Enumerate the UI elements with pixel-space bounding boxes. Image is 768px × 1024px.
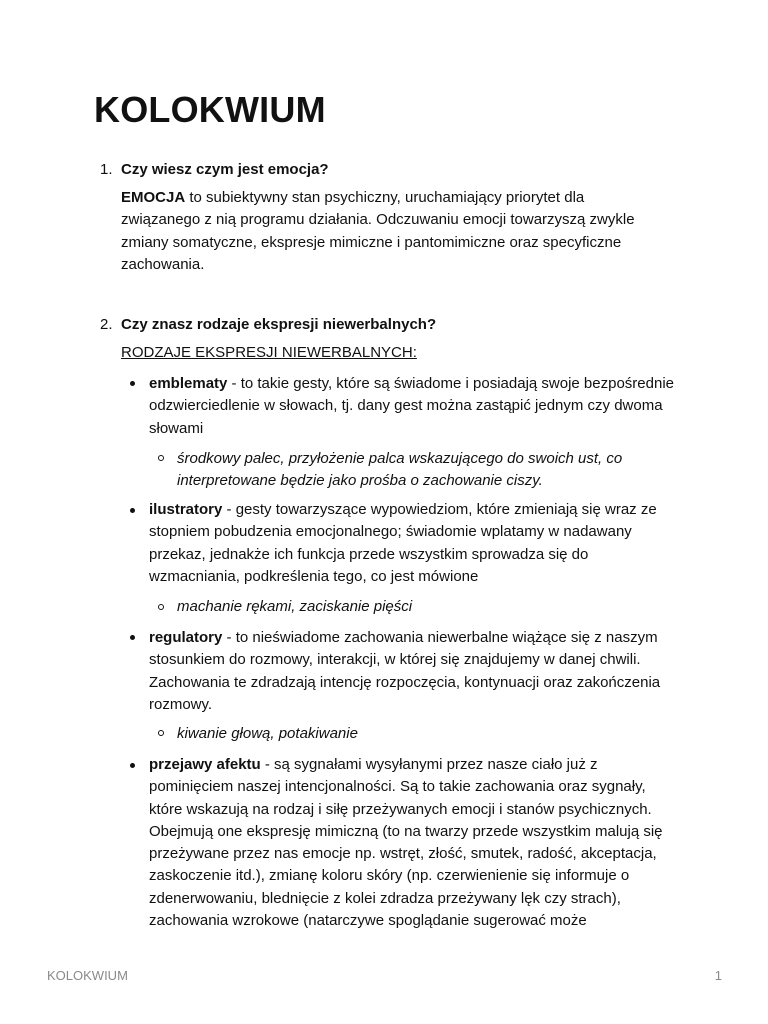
list-item-ilustratory xyxy=(149,499,679,588)
emocja-definition: to subiektywny stan psychiczny, uruchamiający priorytet dla związanego z nią programu działania. Odczuwaniu emocji towarzyszą zwykle zmiany somatyczne, ekspresje mimiczne i pantomimiczne oraz specyficzne zachowania. xyxy=(121,189,635,273)
bullet-icon xyxy=(130,508,135,513)
example-emblematy: środkowy palec, przyłożenie palca wskazującego do swoich ust, co interpretowane będzie jako prośba o zachowanie ciszy. xyxy=(177,450,623,490)
list-item-text: - są sygnałami wysyłanymi przez nasze ciało już z pominięciem naszej intencjonalności. Są to takie zachowania oraz sygnały, które wskazują na rodzaj i siłę przeżywanych emocji i stanów psychicznych. Obejmują one ekspresję mimiczną (to na twarzy przede wszystkim malują się przeżywane przez nas emocje np. wstręt, złość, smutek, radość, akceptacja, zaskoczenie itd.), zmianę koloru skóry (np. czerwienienie się informuje o zdenerwowaniu, blednięcie z kolei zdradza przeżywany lęk czy strach), zachowania wzrokowe (natarczywe spoglądanie sugerować może xyxy=(149,756,663,930)
list-item-emblematy xyxy=(149,373,679,440)
bullet-icon xyxy=(130,381,135,386)
example-ilustratory: machanie rękami, zaciskanie pięści xyxy=(177,598,413,615)
circle-bullet-icon xyxy=(158,730,164,736)
list-item-text: - gesty towarzyszące wypowiedziom, które zmieniają się wraz ze stopniem pobudzenia emocjonalnego; świadomie wplatamy w nadawany przekaz, jednakże ich funkcja przede wszystkim sprowadza się do wzmacniania, podkreślenia tego, co jest mówione xyxy=(149,501,657,585)
question-1-answer xyxy=(121,187,661,276)
question-1-number: 1. xyxy=(100,161,113,178)
page-title: KOLOKWIUM xyxy=(94,89,326,130)
circle-bullet-icon xyxy=(158,455,164,461)
list-item-przejawy-afektu xyxy=(149,754,669,932)
list-item-term: emblematy xyxy=(149,375,228,392)
page-number: 1 xyxy=(714,968,722,983)
question-1-title: Czy wiesz czym jest emocja? xyxy=(121,161,329,178)
circle-bullet-icon xyxy=(158,604,164,610)
list-item-text: - to takie gesty, które są świadome i posiadają swoje bezpośrednie odzwierciedlenie w słowach, tj. dany gest można zastąpić jednym czy dwoma słowami xyxy=(149,375,674,437)
question-2-number: 2. xyxy=(100,316,113,333)
emocja-term: EMOCJA xyxy=(121,189,186,206)
question-2-subtitle: RODZAJE EKSPRESJI NIEWERBALNYCH: xyxy=(121,344,417,361)
list-item-regulatory xyxy=(149,627,679,716)
list-item-term: ilustratory xyxy=(149,501,223,518)
question-2-title: Czy znasz rodzaje ekspresji niewerbalnych? xyxy=(121,316,437,333)
list-item-term: przejawy afektu xyxy=(149,756,261,773)
footer-title: KOLOKWIUM xyxy=(47,968,128,983)
example-regulatory: kiwanie głową, potakiwanie xyxy=(177,725,358,742)
bullet-icon xyxy=(130,635,135,640)
bullet-icon xyxy=(130,763,135,768)
list-item-text: - to nieświadome zachowania niewerbalne wiążące się z naszym stosunkiem do rozmowy, interakcji, w której się znajdujemy w danej chwili. Zachowania te zdradzają intencję rozpoczęcia, kontynuacji oraz zakończenia rozmowy. xyxy=(149,629,661,713)
list-item-term: regulatory xyxy=(149,629,223,646)
